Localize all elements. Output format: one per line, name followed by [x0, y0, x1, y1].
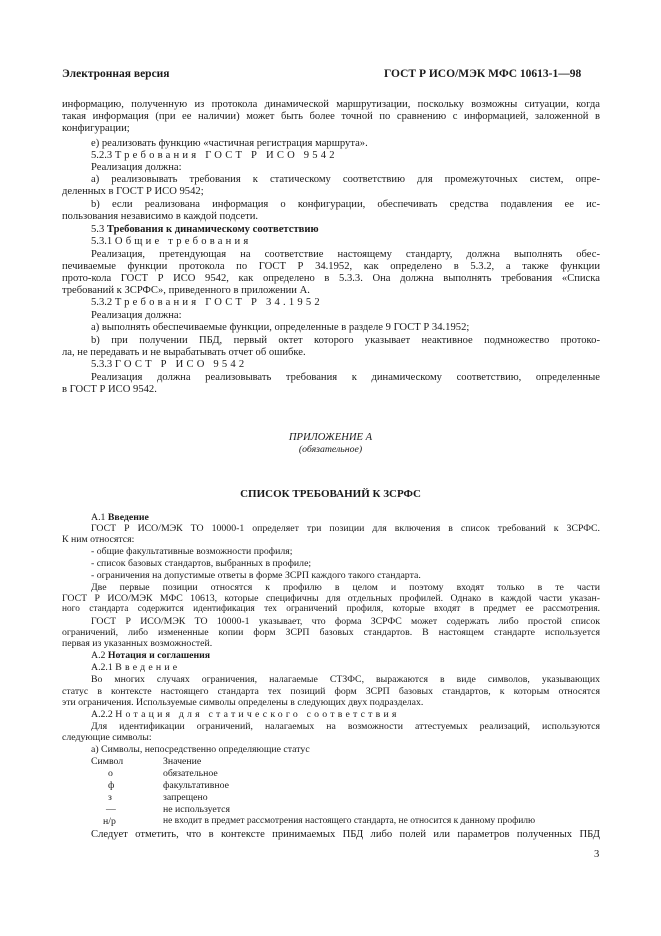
text-line: Реализация должна:: [91, 310, 182, 321]
symbol-cell: о: [108, 768, 113, 779]
text-line: Во многих случаях ограничения, налагаемые СТЗФС, выражаются в виде символов, указывающих: [91, 674, 600, 685]
text-line: К ним относятся:: [62, 534, 135, 545]
section-title: Введение: [115, 662, 181, 673]
symbols-col-header-symbol: Символ: [91, 756, 124, 767]
section-heading-a-2-2: [91, 709, 400, 720]
list-item: b) при получении ПБД, первый октет которого указывает неактивное подмножество протоко-: [91, 335, 600, 346]
text-line: требований к ЗСРФС», приведенного в приложении А.: [62, 285, 310, 296]
symbol-cell: н/р: [103, 816, 116, 827]
section-number: А.2: [91, 650, 106, 661]
text-line: ГОСТ Р ИСО/МЭК ТО 10000-1 определяет три позиции для включения в список требований к ЗСРФС.: [91, 523, 600, 534]
list-item: - общие факультативные возможности профиля;: [91, 546, 293, 557]
list-item: а) реализовывать требования к статическому соответствию для промежуточных систем, опре-: [91, 174, 600, 185]
annex-title: СПИСОК ТРЕБОВАНИЙ К ЗСРФС: [240, 488, 421, 500]
text-line: печиваемые функции протокола по ГОСТ Р 34.1952, как определено в 5.3.2, а также функции: [62, 261, 600, 272]
text-line: ограничений, либо измененные копии форм ЗСРП базовых стандартов. В настоящем стандарте используется: [62, 627, 600, 638]
section-number: 5.3.2: [91, 297, 113, 308]
section-title: ГОСТ Р ИСО 9542: [114, 359, 248, 370]
section-title: Нотация для статического соответствия: [115, 709, 400, 720]
list-item: а) Символы, непосредственно определяющие статус: [91, 744, 310, 755]
section-title: Введение: [107, 512, 149, 523]
text-line: прото-кола ГОСТ Р ИСО 9542, как определено в 5.3.3. Она должна выполнять требования «Списка: [62, 273, 600, 284]
text-line: Реализация, претендующая на соответствие настоящему стандарту, должна выполнять обес-: [91, 249, 600, 260]
section-number: 5.2.3: [91, 150, 113, 161]
text-line: ла, не передавать и не вырабатывать отчет об ошибке.: [62, 347, 306, 358]
text-line: Реализация должна реализовывать требования к динамическому соответствию, определенные: [91, 372, 600, 383]
annex-label: ПРИЛОЖЕНИЕ А: [288, 432, 373, 443]
symbol-meaning-cell: не входит в предмет рассмотрения настоящего стандарта, не относится к данному профилю: [163, 816, 536, 826]
text-line: в ГОСТ Р ИСО 9542.: [62, 384, 157, 395]
section-heading-5-3-1: [91, 236, 251, 248]
symbol-meaning-cell: запрещено: [163, 792, 208, 803]
text-line: ного стандарта содержится идентификация тех ограничений профиля, которые входят в предмет ее рассмотрения.: [62, 604, 600, 614]
section-number: А.2.2: [91, 709, 113, 720]
symbol-cell: —: [106, 804, 116, 815]
section-number: А.1: [91, 512, 106, 523]
text-line: следующие символы:: [62, 732, 152, 743]
section-heading-a-2: [91, 650, 210, 661]
section-number: 5.3.3: [91, 359, 113, 370]
section-heading-5-3-3: [91, 359, 247, 371]
text-line: Две первые позиции относятся к профилю в целом и поэтому входят только в те части: [91, 582, 600, 593]
text-line: пользования независимо в каждой подсети.: [62, 211, 259, 222]
symbol-meaning-cell: не используется: [163, 804, 231, 815]
symbol-meaning-cell: факультативное: [163, 780, 230, 791]
section-heading-5-3-2: [91, 297, 323, 309]
list-item: - список базовых стандартов, выбранных в профиле;: [91, 558, 312, 569]
symbol-meaning-cell: обязательное: [163, 768, 218, 779]
text-line: Для идентификации ограничений, налагаемых на возможности аттестуемых реализаций, используются: [91, 721, 600, 732]
text-line: деленных в ГОСТ Р ИСО 9542;: [62, 186, 204, 197]
list-item: b) если реализована информация о конфигурации, обеспечивать средства подавления ее ис-: [91, 199, 600, 210]
list-item: а) выполнять обеспечиваемые функции, определенные в разделе 9 ГОСТ Р 34.1952;: [91, 322, 470, 333]
section-number: А.2.1: [91, 662, 113, 673]
text-line: такая информация (при ее наличии) может быть более точной по сравнению с информацией, заложенной в: [62, 111, 600, 122]
header-edition: Электронная версия: [62, 68, 170, 80]
section-number: 5.3.1: [91, 236, 113, 247]
text-line: Следует отметить, что в контексте принимаемых ПБД либо полей или параметров полученных ПБД: [91, 829, 600, 840]
section-heading-5-3: [91, 224, 319, 236]
text-line: Реализация должна:: [91, 162, 182, 173]
list-item: - ограничения на допустимые ответы в форме ЗСРП каждого такого стандарта.: [91, 570, 421, 581]
symbol-cell: з: [108, 792, 112, 803]
section-heading-a-2-1: [91, 662, 180, 673]
header-standard-code: ГОСТ Р ИСО/МЭК МФС 10613-1—98: [384, 68, 582, 80]
text-line: статус в контексте настоящего стандарта тех позиций форм ЗСРП базовых стандартов, к которым относятся: [62, 686, 600, 697]
section-heading-a-1: [91, 512, 149, 523]
text-line: ГОСТ Р ИСО/МЭК ТО 10000-1 указывает, что форма ЗСРФС может содержать либо простой список: [91, 616, 600, 627]
section-title: Требования ГОСТ Р 34.1952: [114, 297, 323, 308]
text-line: информацию, полученную из протокола динамической маршрутизации, поскольку возможны ситуации, когда: [62, 99, 600, 110]
section-title: Требования к динамическому соответствию: [106, 224, 319, 235]
symbol-cell: ф: [108, 780, 115, 791]
text-line: конфигурации;: [62, 123, 130, 134]
text-line: эти ограничения. Используемые символы определены в следующих двух подразделах.: [62, 697, 424, 708]
section-title: Общие требования: [114, 236, 252, 247]
symbols-col-header-meaning: Значение: [163, 756, 202, 767]
section-title: Нотация и соглашения: [107, 650, 211, 661]
page-number: 3: [594, 849, 600, 860]
text-line: первая из указанных возможностей.: [62, 638, 213, 649]
list-item: е) реализовать функцию «частичная регистрация маршрута».: [91, 138, 368, 149]
section-title: Требования ГОСТ Р ИСО 9542: [114, 150, 338, 161]
section-number: 5.3: [91, 224, 105, 235]
section-heading-5-2-3: [91, 150, 338, 162]
text-line: ГОСТ Р ИСО/МЭК МФС 10613, которые специфичны для отдельных профилей. Однако в каждой части указан-: [62, 593, 600, 604]
annex-status: (обязательное): [298, 444, 363, 455]
